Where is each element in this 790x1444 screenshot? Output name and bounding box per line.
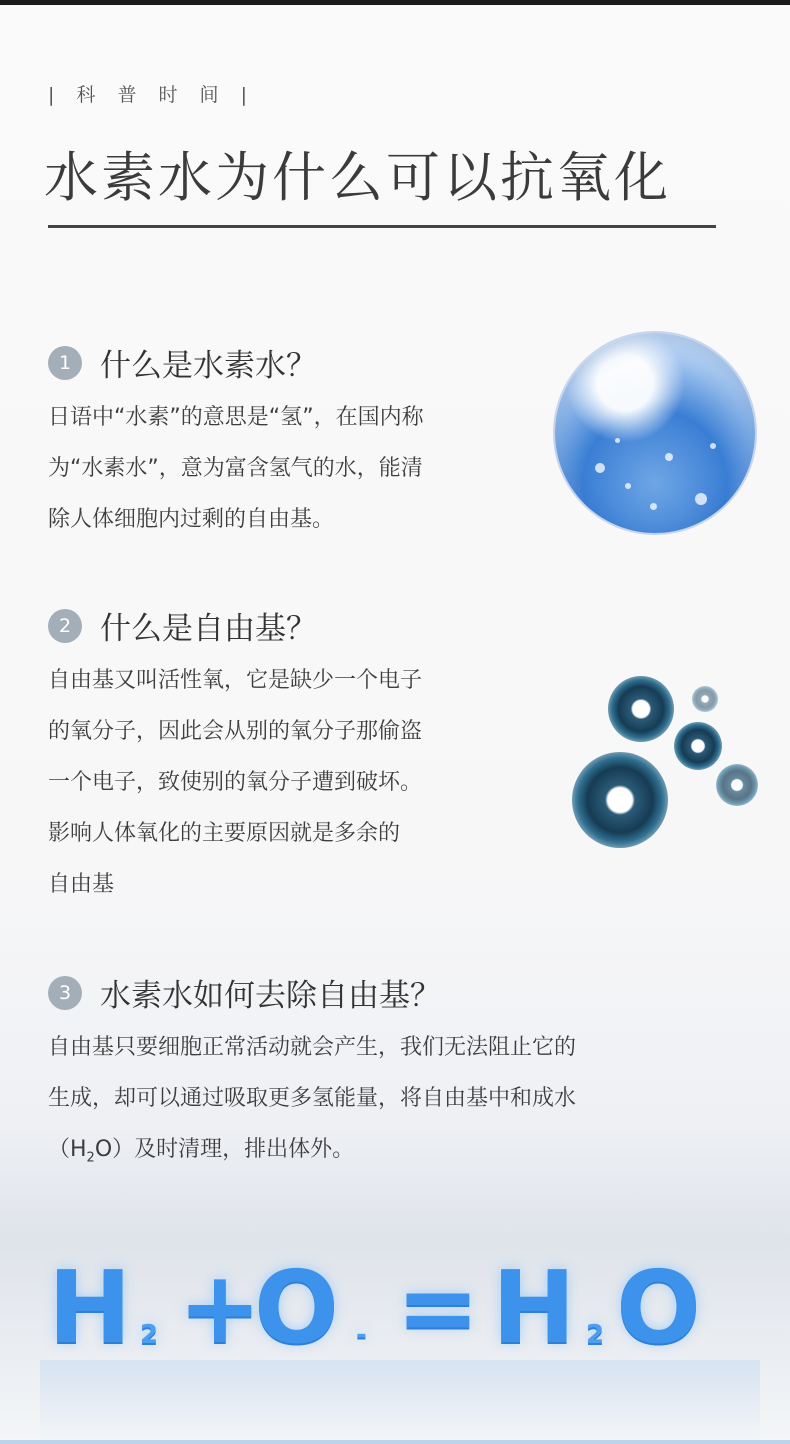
page-title: 水素水为什么可以抗氧化 — [44, 146, 671, 209]
section-tag: | 科 普 时 间 | — [48, 84, 256, 106]
water-sphere-image — [555, 333, 755, 533]
formula-o2: O — [616, 1249, 702, 1366]
section-number-badge: 1 — [48, 346, 82, 380]
formula-equals: = — [396, 1249, 480, 1366]
bottom-line — [0, 1440, 790, 1444]
body-line: 生成，却可以通过吸取更多氢能量，将自由基中和成水 — [48, 1086, 577, 1111]
section-3-heading — [48, 970, 441, 1015]
formula-o: O — [254, 1249, 340, 1366]
body-line: 一个电子，致使别的氧分子遭到破坏。 — [48, 770, 423, 795]
section-3-body — [48, 1022, 576, 1183]
section-2-body — [48, 655, 422, 910]
section-number-badge: 2 — [48, 609, 82, 643]
title-divider — [48, 225, 716, 228]
section-1-heading — [48, 340, 317, 385]
formula-h-sub: 2 — [140, 1320, 159, 1350]
formula-inline-close: O） — [94, 1137, 135, 1162]
body-line: 为“水素水”，意为富含氢气的水，能清 — [48, 456, 423, 481]
body-line: 自由基又叫活性氧，它是缺少一个电子 — [48, 668, 423, 693]
body-line: 的氧分子，因此会从别的氧分子那偷盗 — [48, 719, 423, 744]
section-title: 什么是水素水？ — [100, 348, 317, 384]
section-1-body — [48, 392, 424, 545]
body-line: 影响人体氧化的主要原因就是多余的 — [48, 821, 401, 846]
body-line: 自由基只要细胞正常活动就会产生，我们无法阻止它的 — [48, 1035, 577, 1060]
formula-o-sub: - — [356, 1320, 367, 1350]
section-title: 水素水如何去除自由基？ — [100, 978, 441, 1014]
body-line: 除人体细胞内过剩的自由基。 — [48, 507, 335, 532]
body-line: 自由基 — [48, 872, 115, 897]
formula-inline-sub: 2 — [86, 1150, 95, 1166]
section-2-heading — [48, 603, 317, 648]
body-line: 日语中“水素”的意思是“氢”，在国内称 — [48, 405, 424, 430]
section-number-badge: 3 — [48, 976, 82, 1010]
formula-h2-sub: 2 — [586, 1320, 605, 1350]
body-line — [48, 1124, 576, 1183]
formula-plus: + — [178, 1249, 262, 1366]
top-bar — [0, 0, 790, 5]
formula-reflection — [40, 1360, 760, 1444]
formula-h2: H — [492, 1249, 576, 1366]
formula-inline-open: （H — [48, 1137, 87, 1162]
body-line-text: 及时清理，排出体外。 — [134, 1137, 355, 1162]
chemical-formula-banner — [40, 1249, 760, 1368]
section-title: 什么是自由基？ — [100, 611, 317, 647]
formula-h: H — [48, 1249, 132, 1366]
